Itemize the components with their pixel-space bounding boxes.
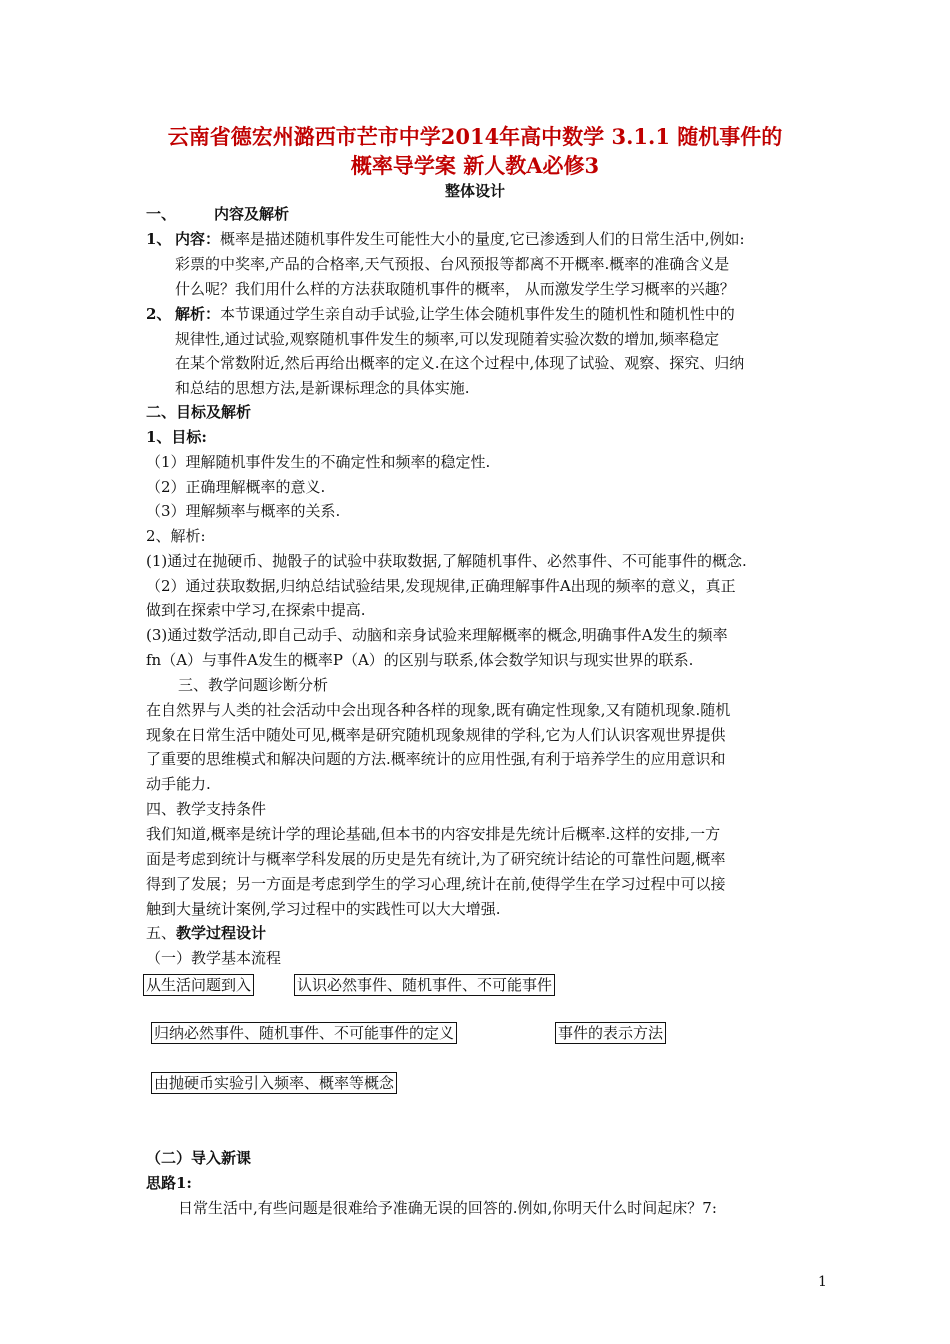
page-number: 1 <box>818 1274 827 1290</box>
section-4-line: 面是考虑到统计与概率学科发展的历史是先有统计,为了研究统计结论的可靠性问题,概率 <box>146 850 726 868</box>
section-5-title: 教学过程设计 <box>176 924 267 942</box>
item-1-line: 什么呢？我们用什么样的方法获取随机事件的概率， 从而激发学生学习概率的兴趣？ <box>175 280 735 298</box>
item-2-label: 解析： <box>175 305 221 323</box>
section-5-number: 五、 <box>146 924 177 942</box>
idea-label: 思路1: <box>146 1174 192 1192</box>
title-line-2: 概率导学案 新人教A必修3 <box>350 153 600 178</box>
section-3-line: 动手能力. <box>146 775 211 793</box>
item-2-line: 规律性,通过试验,观察随机事件发生的频率,可以发现随着实验次数的增加,频率稳定 <box>175 330 720 348</box>
title-line-1: 云南省德宏州潞西市芒市中学2014年高中数学 3.1.1 随机事件的 <box>167 124 783 149</box>
item-2-line <box>175 301 735 327</box>
section-6-heading: （二）导入新课 <box>146 1149 252 1167</box>
subtitle: 整体设计 <box>444 182 505 200</box>
item-2-line: 和总结的思想方法,是新课标理念的具体实施. <box>175 379 470 397</box>
section-5-heading <box>146 920 266 946</box>
flow-box: 认识必然事件、随机事件、不可能事件 <box>294 974 555 996</box>
item-1-text: 概率是描述随机事件发生可能性大小的量度,它已渗透到人们的日常生活中,例如: <box>220 230 745 248</box>
analysis-item: 做到在探索中学习,在探索中提高. <box>146 601 366 619</box>
analysis-item: (3)通过数学活动,即自己动手、动脑和亲身试验来理解概率的概念,明确事件A发生的频率 <box>146 626 728 644</box>
goal-label: 1、目标: <box>146 428 207 446</box>
section-1-heading: 内容及解析 <box>214 205 290 223</box>
section-3-line: 现象在日常生活中随处可见,概率是研究随机现象规律的学科,它为人们认识客观世界提供 <box>146 726 726 744</box>
section-1-number: 一、 <box>146 205 177 223</box>
idea-text: 日常生活中,有些问题是很难给予准确无误的回答的.例如,你明天什么时间起床？7: <box>178 1199 717 1217</box>
flow-box: 由抛硬币实验引入频率、概率等概念 <box>151 1072 397 1094</box>
item-2-line: 在某个常数附近,然后再给出概率的定义.在这个过程中,体现了试验、观察、探究、归纳 <box>175 354 745 372</box>
flow-box: 事件的表示方法 <box>555 1022 666 1044</box>
section-2-heading: 二、目标及解析 <box>146 403 252 421</box>
goal-item: （3）理解频率与概率的关系. <box>146 502 341 520</box>
item-2-number: 2、 <box>146 305 172 323</box>
goal-item: （1）理解随机事件发生的不确定性和频率的稳定性. <box>146 453 491 471</box>
item-1-number: 1、 <box>146 230 172 248</box>
section-4-line: 我们知道,概率是统计学的理论基础,但本书的内容安排是先统计后概率.这样的安排,一方 <box>146 825 721 843</box>
section-3-line: 了重要的思维模式和解决问题的方法.概率统计的应用性强,有利于培养学生的应用意识和 <box>146 750 726 768</box>
flow-box: 归纳必然事件、随机事件、不可能事件的定义 <box>151 1022 457 1044</box>
section-4-line: 得到了发展；另一方面是考虑到学生的学习心理,统计在前,使得学生在学习过程中可以接 <box>146 875 726 893</box>
item-1-label: 内容： <box>175 230 221 248</box>
item-1-line <box>175 226 745 252</box>
flow-box: 从生活问题到入 <box>143 974 254 996</box>
flow-label: （一）教学基本流程 <box>146 949 282 967</box>
section-3-line: 在自然界与人类的社会活动中会出现各种各样的现象,既有确定性现象,又有随机现象.随机 <box>146 701 731 719</box>
section-3-heading: 三、教学问题诊断分析 <box>178 676 329 694</box>
goal-item: （2）正确理解概率的意义. <box>146 478 326 496</box>
analysis-item: (1)通过在抛硬币、抛骰子的试验中获取数据,了解随机事件、必然事件、不可能事件的概念. <box>146 552 747 570</box>
section-4-line: 触到大量统计案例,学习过程中的实践性可以大大增强. <box>146 900 501 918</box>
item-1-line: 彩票的中奖率,产品的合格率,天气预报、台风预报等都离不开概率.概率的准确含义是 <box>175 255 730 273</box>
analysis-label: 2、解析: <box>146 527 206 545</box>
analysis-item: （2）通过获取数据,归纳总结试验结果,发现规律,正确理解事件A出现的频率的意义，真正 <box>146 577 736 595</box>
section-4-heading: 四、教学支持条件 <box>146 800 267 818</box>
analysis-item: fn（A）与事件A发生的概率P（A）的区别与联系,体会数学知识与现实世界的联系. <box>146 651 694 669</box>
item-2-text: 本节课通过学生亲自动手试验,让学生体会随机事件发生的随机性和随机性中的 <box>220 305 735 323</box>
